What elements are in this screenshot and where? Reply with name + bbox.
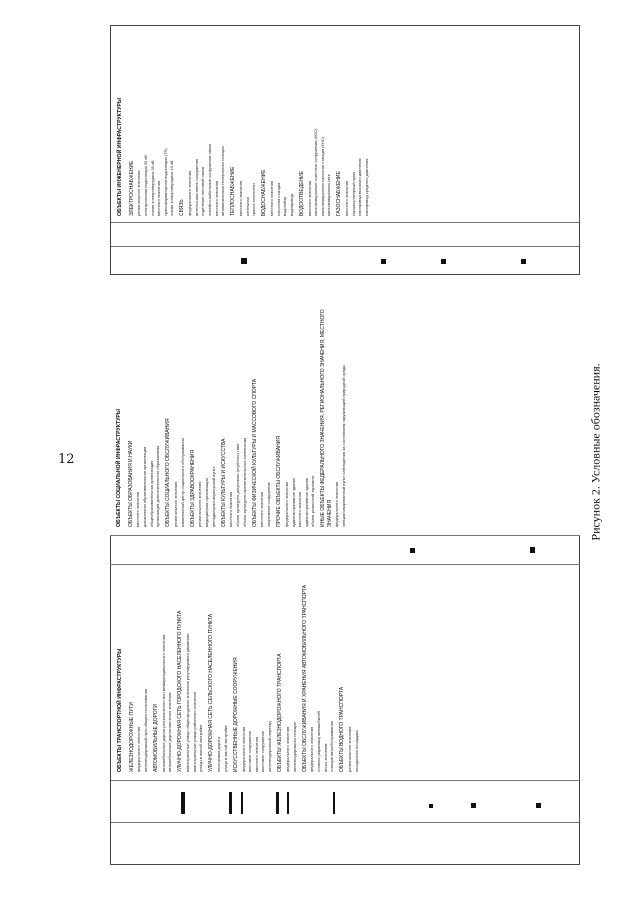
main-street-symbol (276, 792, 279, 814)
social-group-heading: ОБЪЕКТЫ КУЛЬТУРЫ И ИСКУССТВА (220, 438, 227, 527)
engineering-legend-item: линия электропередачи 10 кВ (169, 160, 175, 216)
engineering-group-heading: СВЯЗЬ (179, 199, 186, 216)
monitoring-point-symbol (530, 547, 535, 553)
social-legend-item: административное здание (303, 477, 309, 527)
parking-symbol (471, 803, 476, 808)
transport-legend-item: поселковая дорога (216, 736, 222, 772)
transport-group-heading: ОБЪЕКТЫ ОБСЛУЖИВАНИЯ И ХРАНЕНИЯ АВТОМОБИЛЬНОГО ТРАНСПОРТА (301, 585, 308, 772)
engineering-legend-item: канализационная сеть (326, 174, 332, 216)
transport-group-heading: УЛИЧНО-ДОРОЖНАЯ СЕТЬ ГОРОДСКОГО НАСЕЛЕННОГО ПУНКТА (177, 610, 184, 772)
transport-list (113, 540, 577, 772)
transport-legend-item: магистральные улицы районного значения (191, 692, 197, 772)
social-legend-item: дошкольная образовательная организация (141, 446, 147, 527)
page-number: 12 (58, 452, 75, 467)
engineering-legend-item: водопровод (288, 194, 294, 216)
transport-group-heading: ОБЪЕКТЫ ЖЕЛЕЗНОДОРОЖНОГО ТРАНСПОРТА (277, 653, 284, 772)
station-symbol (429, 804, 433, 808)
engineering-legend-item: местного значения (306, 180, 312, 216)
transport-legend-item: улицы в жилой застройке (198, 724, 204, 772)
legend-table (110, 25, 580, 865)
engineering-legend-item: местного значения (156, 180, 162, 216)
engineering-group-heading: ТЕПЛОСНАБЖЕНИЕ (230, 166, 237, 216)
social-legend-item: местного значения (135, 491, 141, 527)
engineering-legend-item: линейно-кабельные сооружения связи (206, 144, 212, 216)
engineering-legend-item: газопровод высокого давления (357, 158, 363, 216)
engineering-group-heading: ВОДООТВЕДЕНИЕ (298, 170, 305, 216)
federal-rail-symbol (181, 792, 185, 814)
transport-group-heading: ОБЪЕКТЫ ВОДНОГО ТРАНСПОРТА (339, 686, 346, 772)
engineering-legend-item: насосная станция (275, 182, 281, 216)
transport-title: ОБЪЕКТЫ ТРАНСПОРТНОЙ ИНФРАСТРУКТУРЫ (117, 648, 123, 772)
engineering-legend-item: федерального значения (187, 170, 193, 216)
pump-station-symbol (381, 259, 386, 264)
social-legend-item: местного значения (228, 491, 234, 527)
transport-legend-item: станция автообслуживания (329, 721, 335, 772)
social-legend-item: федерального значения (334, 481, 340, 527)
social-list (112, 287, 578, 527)
engineering-legend-item: отделение почтовой связи (200, 167, 206, 216)
transport-legend-item: местного значения (253, 736, 259, 772)
transport-legend-item: железнодорожный путь общего пользования (142, 688, 148, 772)
engineering-legend-item: линия электропередачи 35 кВ (149, 160, 155, 216)
social-legend-item: общеобразовательная организация (148, 460, 154, 527)
engineering-legend-item: местного значения (344, 180, 350, 216)
transport-legend-item: мостовое сооружение (247, 731, 253, 772)
social-legend-item: регионального значения (197, 481, 203, 527)
transport-legend-item: автомобильные дороги местного значения (167, 692, 173, 772)
gas-point-symbol (521, 259, 526, 264)
social-legend-item: спортивное сооружение (266, 482, 272, 527)
engineering-legend-item: местного значения (237, 180, 243, 216)
social-legend-item: местного значения (297, 491, 303, 527)
engineering-list (113, 30, 577, 216)
social-title: ОБЪЕКТЫ СОЦИАЛЬНОЙ ИНФРАСТРУКТУРЫ (116, 409, 122, 527)
transport-legend-item: федерального значения (284, 726, 290, 772)
engineering-group-heading: ВОДОСНАБЖЕНИЕ (261, 169, 268, 216)
boiler-symbol (241, 258, 247, 264)
engineering-legend-item: водозабор (282, 196, 288, 216)
district-street-symbol (287, 792, 289, 814)
engineering-symbol-column (111, 246, 579, 274)
social-group-heading: ОБЪЕКТЫ ОБРАЗОВАНИЯ И НАУКИ (127, 440, 134, 527)
transport-legend-item: стоянка (парковка) автомобилей (315, 711, 321, 772)
local-road-symbol (241, 792, 243, 814)
engineering-legend-item: котельная (244, 197, 250, 216)
sport-symbol (410, 548, 415, 553)
social-legend-item: специализированный пункт наблюдения за состоянием окружающей природной среды (340, 364, 346, 527)
engineering-group-heading: ГАЗОСНАБЖЕНИЕ (336, 171, 343, 216)
transport-group-heading: УЛИЧНО-ДОРОЖНАЯ СЕТЬ СЕЛЬСКОГО НАСЕЛЕННОГО ПУНКТА (208, 613, 215, 772)
treatment-symbol (441, 259, 446, 264)
figure-caption: Рисунок 2. Условные обозначения. (588, 363, 603, 541)
social-legend-item: комплексный центр социального обслуживания (179, 438, 185, 527)
social-legend-item: административное здание (290, 477, 296, 527)
engineering-legend-item: газопровод среднего давления (364, 158, 370, 216)
engineering-legend-item: местного значения (213, 180, 219, 216)
transport-legend-item: иного значения (322, 743, 328, 772)
transport-legend-item: магистральные улицы общегородского значения регулируемого движения (185, 633, 191, 772)
engineering-symbol-column-2 (111, 222, 579, 246)
transport-legend-item: автомобильные дороги регионального или межмуниципального значения (160, 634, 166, 772)
engineering-legend-item: местного значения (269, 180, 274, 216)
village-road-symbol (333, 792, 335, 814)
transport-legend-item: железнодорожная станция (291, 722, 297, 772)
transport-legend-item: мостовое сооружение (260, 731, 266, 772)
social-group-heading: ОБЪЕКТЫ ЗДРАВООХРАНЕНИЯ (189, 450, 196, 527)
social-group-heading: ОБЪЕКТЫ ФИЗИЧЕСКОЙ КУЛЬТУРЫ И МАССОВОГО СПОРТА (251, 378, 258, 527)
social-legend-item: организация дополнительного образования (155, 445, 161, 527)
transport-legend-item: посадочная площадка (353, 730, 359, 772)
social-group-heading: ОБЪЕКТЫ СОЦИАЛЬНОГО ОБСЛУЖИВАНИЯ (165, 418, 172, 527)
regional-road-symbol (229, 792, 232, 814)
social-group-heading: ИНЫЕ ОБЪЕКТЫ ФЕДЕРАЛЬНОГО ЗНАЧЕНИЯ, РЕГИОНАЛЬНОГО ЗНАЧЕНИЯ, МЕСТНОГО ЗНАЧЕНИЯ (320, 309, 333, 527)
engineering-legend-item: канализационная насосная станция (КНС) (319, 136, 325, 216)
engineering-legend-item: автоматическая телефонная станция (220, 146, 226, 216)
transport-legend-item: железнодорожный переезд (267, 721, 273, 772)
transport-group-heading: ЖЕЛЕЗНОДОРОЖНЫЕ ПУТИ (128, 702, 135, 772)
engineering-legend-item: электрическая подстанция 35 кВ (142, 155, 148, 216)
social-legend-item: объект розничной торговли (310, 476, 316, 527)
social-legend-item: местного значения (259, 491, 265, 527)
social-legend-item: объект культурно-досугового (клубного) типа (235, 443, 241, 527)
social-panel (110, 285, 580, 565)
transport-legend-item: улица в жилой застройке (222, 725, 228, 772)
engineering-title: ОБЪЕКТЫ ИНЖЕНЕРНОЙ ИНФРАСТРУКТУРЫ (117, 98, 123, 216)
transport-symbol-column (111, 822, 579, 864)
transport-legend-item: федерального значения (136, 726, 142, 772)
engineering-legend-item: регионального значения (136, 170, 142, 216)
social-legend-item: объект культурно-просветительного назначения (241, 437, 247, 527)
social-symbol-column (110, 535, 580, 565)
transport-group-heading: АВТОМОБИЛЬНЫЕ ДОРОГИ (152, 704, 159, 772)
engineering-group-heading: ЭЛЕКТРОСНАБЖЕНИЕ (128, 160, 135, 216)
engineering-legend-item: газорегуляторный пункт (350, 171, 356, 216)
social-group-heading: ПРОЧИЕ ОБЪЕКТЫ ОБСЛУЖИВАНИЯ (276, 436, 283, 527)
social-legend-item: фельдшерско-акушерский пункт (210, 466, 216, 527)
social-legend-item: медицинская организация (204, 478, 209, 527)
transport-legend-item: федерального значения (240, 726, 246, 772)
engineering-legend-item: трасса теплосети (251, 183, 257, 216)
transport-legend-item: регионального значения (346, 726, 352, 772)
social-legend-item: федерального значения (283, 481, 289, 527)
transport-panel (110, 535, 580, 865)
engineering-legend-item: канализационные очистные сооружения (КОС) (313, 128, 319, 216)
transport-group-heading: ИСКУССТВЕННЫЕ ДОРОЖНЫЕ СООРУЖЕНИЯ (232, 657, 239, 772)
transport-legend-item: федерального значения (309, 726, 315, 772)
engineering-legend-item: антенно-мачтовое сооружение (193, 158, 199, 216)
landing-site-symbol (536, 803, 541, 808)
engineering-panel (110, 25, 580, 275)
engineering-legend-item: трансформаторная подстанция (ТП) (162, 148, 168, 216)
social-legend-item: регионального значения (172, 481, 178, 527)
